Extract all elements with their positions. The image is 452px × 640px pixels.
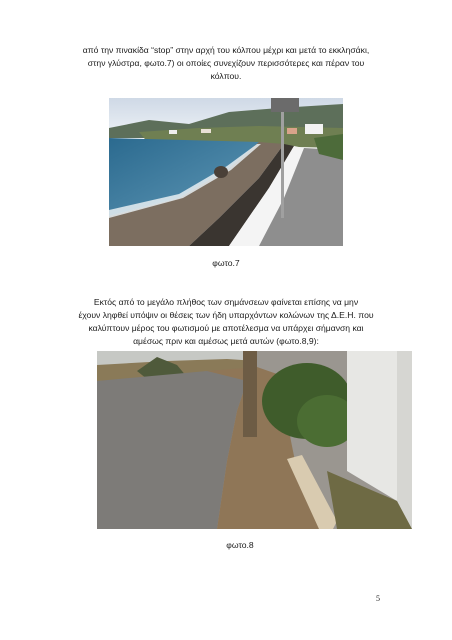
text-line: από την πινακίδα “stop” στην αρχή του κόλπου μέχρι και μετά το εκκλησάκι, (82, 45, 370, 55)
photo-pole-roadside (97, 351, 412, 529)
text-line: Εκτός από το μεγάλο πλήθος των σημάνσεων φαίνεται επίσης να μην (93, 297, 359, 307)
text-line: καλύπτουν μέρος του φωτισμού με αποτέλεσμα να υπάρχει σήμανση και (88, 323, 364, 333)
photo-caption: φωτο.7 (212, 258, 240, 268)
photo-8-illustration (97, 351, 412, 529)
photo-caption: φωτο.8 (226, 540, 254, 550)
text-line: αμέσως πριν και αμέσως μετά αυτών (φωτο.8,9): (133, 336, 319, 346)
text-line: στην γλύστρα, φωτο.7) οι οποίες συνεχίζουν περισσότερες και πέραν του (87, 58, 365, 68)
paragraph-body (60, 296, 392, 348)
text-line: κόλπου. (210, 71, 242, 81)
photo-7-illustration (109, 98, 343, 246)
paragraph-intro (60, 44, 392, 83)
page-number: 5 (376, 594, 380, 603)
text-line: έχουν ληφθεί υπόψιν οι θέσεις των ήδη υπαρχόντων κολώνων της Δ.Ε.Η. που (78, 310, 374, 320)
photo-coastal-road (109, 98, 343, 246)
